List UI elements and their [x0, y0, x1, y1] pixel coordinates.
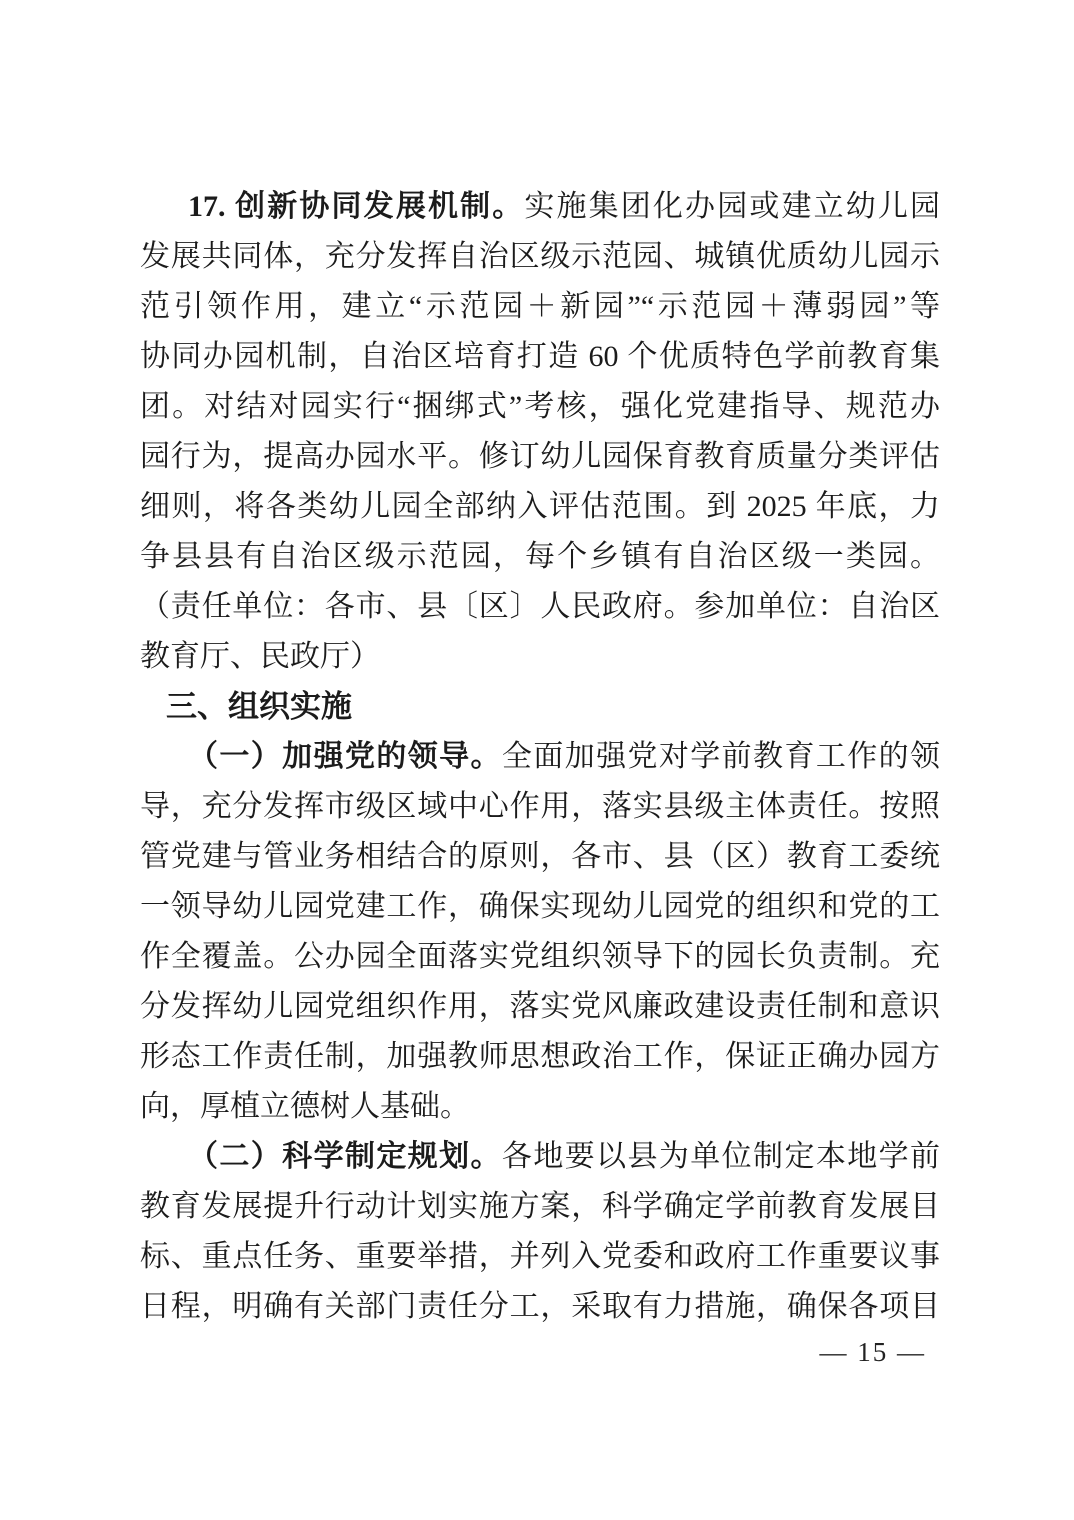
page-number: — 15 —: [819, 1337, 926, 1367]
document-line: [140, 1082, 940, 1132]
line-text: 管党建与管业务相结合的原则，各市、县（区）教育工委统: [140, 840, 940, 873]
responsibility-unit-note-end: 教育厅、民政厅）: [140, 640, 380, 673]
line-text: 教育发展提升行动计划实施方案，科学确定学前教育发展目: [140, 1190, 940, 1223]
document-line: [140, 1282, 940, 1332]
document-line: [140, 432, 940, 482]
document-line: [140, 382, 940, 432]
line-text: 标、重点任务、重要举措，并列入党委和政府工作重要议事: [140, 1240, 940, 1273]
line-text: 团。对结对园实行“捆绑式”考核，强化党建指导、规范办: [140, 390, 940, 423]
line-text: 全面加强党对学前教育工作的领: [501, 740, 941, 773]
line-text: 细则，将各类幼儿园全部纳入评估范围。到 2025 年底，力: [140, 490, 940, 523]
line-text: 协同办园机制，自治区培育打造 60 个优质特色学前教育集: [140, 340, 940, 373]
line-text: 向，厚植立德树人基础。: [140, 1090, 470, 1123]
document-line: [140, 632, 940, 682]
responsibility-unit-note: （责任单位：各市、县〔区〕人民政府。参加单位：自治区: [140, 590, 940, 623]
document-line: [140, 782, 940, 832]
document-text-block: [140, 182, 940, 1332]
document-line: [140, 982, 940, 1032]
line-text: 园行为，提高办园水平。修订幼儿园保育教育质量分类评估: [140, 440, 940, 473]
document-line: [140, 532, 940, 582]
line-text: 发展共同体，充分发挥自治区级示范园、城镇优质幼儿园示: [140, 240, 940, 273]
document-line: [140, 882, 940, 932]
line-text: 范引领作用，建立“示范园＋新园”“示范园＋薄弱园”等: [140, 290, 940, 323]
line-text: 一领导幼儿园党建工作，确保实现幼儿园党的组织和党的工: [140, 890, 940, 923]
line-text: 各地要以县为单位制定本地学前: [501, 1140, 941, 1173]
item-one-lead: （一）加强党的领导。: [188, 740, 502, 773]
document-line: [140, 182, 940, 232]
line-text: 实施集团化办园或建立幼儿园: [524, 190, 941, 223]
document-line: [140, 332, 940, 382]
line-text: 作全覆盖。公办园全面落实党组织领导下的园长负责制。充: [140, 940, 940, 973]
document-line: [140, 582, 940, 632]
line-text: 形态工作责任制，加强教师思想政治工作，保证正确办园方: [140, 1040, 940, 1073]
section-heading: 三、组织实施: [166, 689, 352, 724]
line-text: 争县县有自治区级示范园，每个乡镇有自治区级一类园。: [140, 540, 940, 573]
line-text: 导，充分发挥市级区域中心作用，落实县级主体责任。按照: [140, 790, 940, 823]
document-line: [140, 482, 940, 532]
document-line: [140, 932, 940, 982]
document-line: [140, 832, 940, 882]
line-text: 分发挥幼儿园党组织作用，落实党风廉政建设责任制和意识: [140, 990, 940, 1023]
line-text: 日程，明确有关部门责任分工，采取有力措施，确保各项目: [140, 1290, 940, 1323]
item-two-lead: （二）科学制定规划。: [188, 1140, 502, 1173]
item-17-lead: 17. 创新协同发展机制。: [188, 190, 525, 223]
document-line: [140, 1032, 940, 1082]
document-line: [140, 732, 940, 782]
document-line: [140, 1182, 940, 1232]
document-line: [140, 282, 940, 332]
document-line: [140, 1132, 940, 1182]
document-line: [140, 1232, 940, 1282]
document-line: [140, 232, 940, 282]
